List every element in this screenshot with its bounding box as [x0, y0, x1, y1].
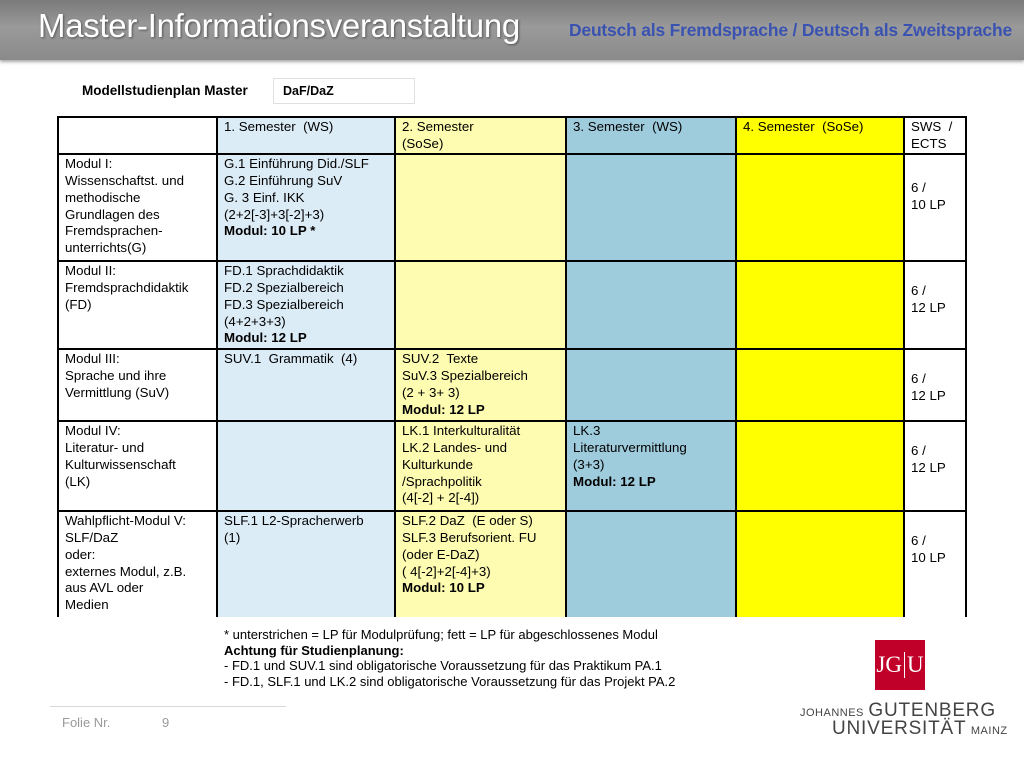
module-cell: Wahlpflicht-Modul V: SLF/DaZ oder: externes Modul, z.B. aus AVL oder Medien [58, 511, 217, 617]
footnote-heading: Achtung für Studienplanung: [224, 642, 404, 658]
header-semester-1: 1. Semester (WS) [217, 117, 395, 154]
slide-title: Master-Informationsveranstaltung [38, 7, 520, 44]
study-plan-table [57, 116, 967, 617]
sws-ects-cell: 6 / 10 LP [904, 154, 966, 261]
header-cell-empty [58, 117, 217, 154]
semester-2-cell: LK.1 Interkulturalität LK.2 Landes- und Kulturkunde /Sprachpolitik (4[-2] + 2[-4]) [395, 421, 566, 511]
university-logo-mark: JG U [875, 640, 925, 690]
semester-1-cell: FD.1 Sprachdidaktik FD.2 Spezialbereich FD.3 Spezialbereich (4+2+3+3) Modul: 12 LP [217, 261, 395, 349]
header-sws-ects: SWS / ECTS [904, 117, 966, 154]
table-row-modul-4 [58, 421, 966, 511]
footnote-legend: * unterstrichen = LP für Modulprüfung; fett = LP für abgeschlossenes Modul [224, 627, 658, 642]
header-semester-3: 3. Semester (WS) [566, 117, 736, 154]
semester-1-cell: SUV.1 Grammatik (4) [217, 349, 395, 421]
footnote-item-1: - FD.1 und SUV.1 sind obligatorische Voraussetzung für das Praktikum PA.1 [224, 658, 662, 673]
plan-chip: DaF/DaZ [273, 78, 415, 104]
slide-subtitle: Deutsch als Fremdsprache / Deutsch als Zweitsprache [568, 20, 1012, 40]
semester-2-cell: SUV.2 Texte SuV.3 Spezialbereich (2 + 3+ 3) Modul: 12 LP [395, 349, 566, 421]
university-logo-text: JOHANNES GUTENBERG UNIVERSITÄT MAINZ [800, 700, 1008, 739]
module-cell: Modul II: Fremdsprachdidaktik (FD) [58, 261, 217, 349]
module-cell: Modul III: Sprache und ihre Vermittlung (SuV) [58, 349, 217, 421]
semester-2-cell [395, 154, 566, 261]
semester-3-cell [566, 349, 736, 421]
table-row-modul-3 [58, 349, 966, 421]
module-cell: Modul I: Wissenschaftst. und methodische Grundlagen des Fremdsprachen- unterrichts(G) [58, 154, 217, 261]
semester-4-cell [736, 421, 904, 511]
plan-title: Modellstudienplan Master [82, 83, 248, 98]
semester-4-cell [736, 349, 904, 421]
semester-3-cell: LK.3 Literaturvermittlung (3+3) Modul: 12 LP [566, 421, 736, 511]
slide-number-label: Folie Nr. [62, 715, 111, 730]
header-semester-4: 4. Semester (SoSe) [736, 117, 904, 154]
semester-1-cell [217, 421, 395, 511]
semester-1-cell: SLF.1 L2-Spracherwerb (1) [217, 511, 395, 617]
semester-3-cell [566, 154, 736, 261]
sws-ects-cell: 6 / 10 LP [904, 511, 966, 617]
semester-4-cell [736, 261, 904, 349]
footnotes [224, 627, 675, 689]
header-semester-2: 2. Semester (SoSe) [395, 117, 566, 154]
semester-4-cell [736, 154, 904, 261]
table-row-modul-2 [58, 261, 966, 349]
sws-ects-cell: 6 / 12 LP [904, 261, 966, 349]
semester-1-cell: G.1 Einführung Did./SLF G.2 Einführung SuV G. 3 Einf. IKK (2+2[-3]+3[-2]+3) Modul: 10 LP * [217, 154, 395, 261]
slide-header [0, 0, 1024, 60]
footer-divider [50, 706, 286, 707]
table-row-modul-1 [58, 154, 966, 261]
semester-2-cell [395, 261, 566, 349]
sws-ects-cell: 6 / 12 LP [904, 421, 966, 511]
semester-2-cell: SLF.2 DaZ (E oder S) SLF.3 Berufsorient. FU (oder E-DaZ) ( 4[-2]+2[-4]+3) Modul: 10 LP [395, 511, 566, 617]
table-header-row [58, 117, 966, 154]
slide-number: 9 [162, 715, 170, 730]
semester-4-cell [736, 511, 904, 617]
module-cell: Modul IV: Literatur- und Kulturwissenschaft (LK) [58, 421, 217, 511]
semester-3-cell [566, 261, 736, 349]
footnote-item-2: - FD.1, SLF.1 und LK.2 sind obligatorische Voraussetzung für das Projekt PA.2 [224, 673, 676, 689]
table-row-modul-5 [58, 511, 966, 617]
sws-ects-cell: 6 / 12 LP [904, 349, 966, 421]
semester-3-cell [566, 511, 736, 617]
